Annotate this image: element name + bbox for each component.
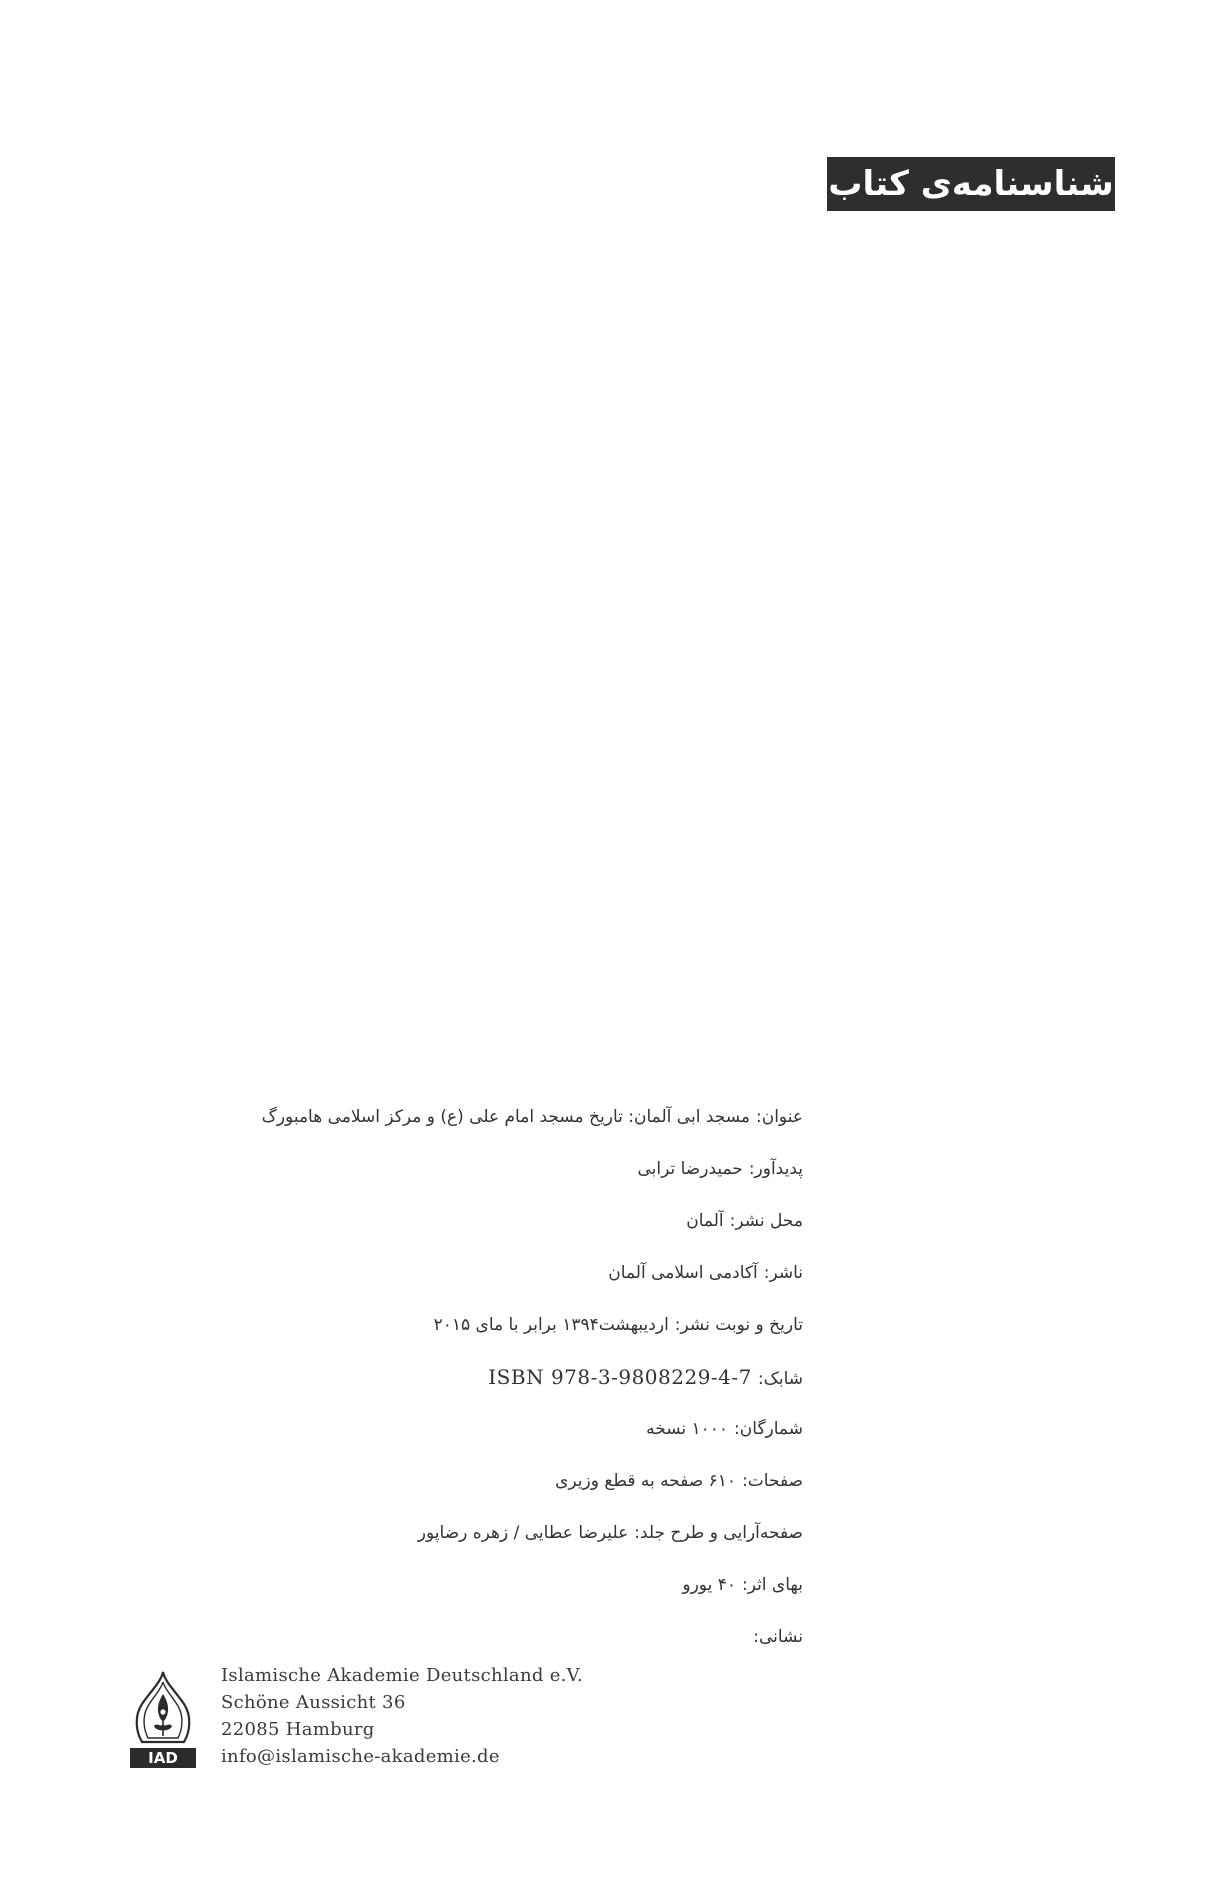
detail-value: حمیدرضا ترابی <box>637 1159 743 1179</box>
detail-value: آکادمی اسلامی آلمان <box>608 1263 758 1283</box>
detail-label: صفحه‌آرایی و طرح جلد: <box>634 1523 803 1543</box>
detail-label: صفحات: <box>742 1471 803 1491</box>
detail-author-row <box>203 1155 803 1207</box>
book-details <box>203 1103 803 1675</box>
logo-text: IAD <box>148 1749 178 1767</box>
detail-label: نشانی: <box>753 1627 803 1647</box>
publisher-address <box>221 1662 583 1770</box>
detail-value: مسجد ابی آلمان: تاریخ مسجد امام علی (ع) و مرکز اسلامی هامبورگ <box>261 1107 750 1127</box>
detail-label: تاریخ و نوبت نشر: <box>674 1315 803 1335</box>
address-line-org: Islamische Akademie Deutschland e.V. <box>221 1665 583 1686</box>
detail-label: ناشر: <box>763 1263 803 1283</box>
iad-emblem-icon <box>130 1670 196 1770</box>
page-title: شناسنامه‌ی کتاب <box>827 157 1115 211</box>
detail-pages-row <box>203 1467 803 1519</box>
detail-date-row <box>203 1311 803 1363</box>
detail-publisher-row <box>203 1259 803 1311</box>
address-line-city: 22085 Hamburg <box>221 1719 375 1740</box>
isbn-value: ISBN 978-3-9808229-4-7 <box>488 1365 752 1389</box>
address-line-email: info@islamische-akademie.de <box>221 1746 500 1767</box>
detail-label: شابک: <box>757 1369 803 1389</box>
detail-place-row <box>203 1207 803 1259</box>
detail-label: پدیدآور: <box>748 1159 803 1179</box>
detail-copies-row <box>203 1415 803 1467</box>
detail-isbn-row <box>203 1363 803 1415</box>
detail-design-row <box>203 1519 803 1571</box>
detail-price-row <box>203 1571 803 1623</box>
detail-title-row <box>203 1103 803 1155</box>
detail-value: ۴۰ یورو <box>682 1575 736 1595</box>
detail-label: شمارگان: <box>734 1419 803 1439</box>
iad-logo <box>130 1670 196 1770</box>
detail-value: ۶۱۰ صفحه به قطع وزیری <box>555 1471 737 1491</box>
address-line-street: Schöne Aussicht 36 <box>221 1692 406 1713</box>
detail-value: علیرضا عطایی / زهره رضاپور <box>417 1523 629 1543</box>
detail-label: بهای اثر: <box>741 1575 803 1595</box>
detail-value: آلمان <box>686 1211 724 1231</box>
detail-value: ۱۰۰۰ نسخه <box>646 1419 729 1439</box>
detail-label: عنوان: <box>756 1107 803 1127</box>
detail-value: اردیبهشت۱۳۹۴ برابر با مای ۲۰۱۵ <box>433 1315 669 1335</box>
detail-label: محل نشر: <box>729 1211 803 1231</box>
